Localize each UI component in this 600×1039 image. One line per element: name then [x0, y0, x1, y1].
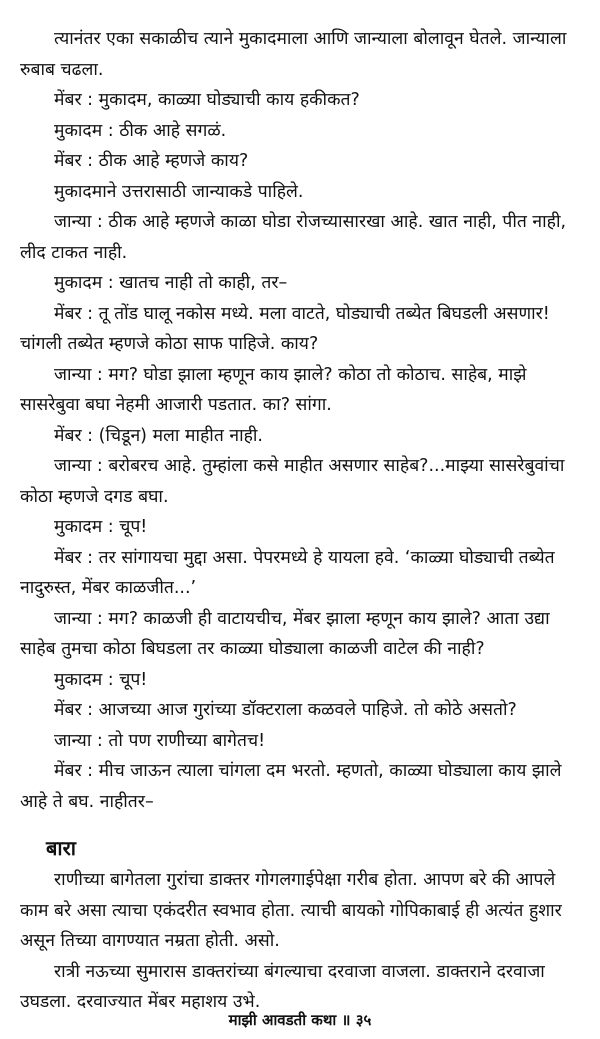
dialogue-line: मेंबर : मीच जाऊन त्याला चांगला दम भरतो. म्हणतो, काळ्या घोड्याला काय झाले आहे ते बघ. नाहीतर– — [20, 761, 562, 812]
paragraph: राणीच्या बागेतला गुरांचा डाक्तर गोगलगाईपेक्षा गरीब होता. आपण बरे की आपले काम बरे असा त्याचा एकंदरीत स्वभाव होता. त्याची बायको गोपिकाबाई ही अत्यंत हुशार असून तिच्या वागण्यात नम्रता होती. असो. — [20, 870, 562, 951]
dialogue-line: मेंबर : आजच्या आज गुरांच्या डॉक्टराला कळवले पाहिजे. तो कोठे असतो? — [54, 700, 517, 720]
dialogue-line: जान्या : तो पण राणीच्या बागेतच! — [54, 730, 266, 751]
paragraph: मुकादमाने उत्तरासाठी जान्याकडे पाहिले. — [54, 181, 304, 202]
paragraph: रात्री नऊच्या सुमारास डाक्तरांच्या बंगल्याचा दरवाजा वाजला. डाक्तराने दरवाजा उघडला. दरवाज्यात मेंबर महाशय उभे. — [20, 961, 545, 1012]
dialogue-line: मुकादम : चूप! — [54, 669, 148, 690]
dialogue-line: मेंबर : (चिडून) मला माहीत नाही. — [54, 425, 263, 446]
dialogue-line: मेंबर : तू तोंड घालू नकोस मध्ये. मला वाटते, घोड्याची तब्येत बिघडली असणार! चांगली तब्येत म्हणजे कोठा साफ पाहिजे. काय? — [20, 303, 550, 354]
page-footer: माझी आवडती कथा ॥ ३५ — [228, 1011, 372, 1029]
dialogue-line: जान्या : ठीक आहे म्हणजे काळा घोडा रोजच्यासारखा आहे. खात नाही, पीत नाही, लीद टाकत नाही. — [20, 212, 567, 263]
dialogue-line: जान्या : मग? काळजी ही वाटायचीच, मेंबर झाला म्हणून काय झाले? आता उद्या साहेब तुमचा कोठा बिघडला तर काळ्या घोड्याला काळजी वाटेल की नाही? — [20, 608, 550, 659]
dialogue-line: मुकादम : ठीक आहे सगळं. — [54, 120, 227, 141]
dialogue-line: मेंबर : ठीक आहे म्हणजे काय? — [54, 151, 249, 171]
section-heading: बारा — [46, 836, 76, 860]
dialogue-line: मुकादम : चूप! — [54, 517, 148, 537]
dialogue-line: मेंबर : तर सांगायचा मुद्दा असा. पेपरमध्ये हे यायला हवे. ‘काळ्या घोड्याची तब्येत नादुरुस्त, मेंबर काळजीत...’ — [20, 547, 555, 598]
dialogue-line: जान्या : बरोबरच आहे. तुम्हांला कसे माहीत असणार साहेब?...माझ्या सासरेबुवांचा कोठा म्हणजे दगड बघा. — [20, 456, 565, 507]
dialogue-line: मेंबर : मुकादम, काळ्या घोड्याची काय हकीकत? — [54, 90, 360, 110]
dialogue-line: मुकादम : खातच नाही तो काही, तर– — [54, 273, 288, 293]
dialogue-line: जान्या : मग? घोडा झाला म्हणून काय झाले? कोठा तो कोठाच. साहेब, माझे सासरेबुवा बघा नेहमी आजारी पडतात. का? सांगा. — [20, 364, 527, 415]
paragraph: त्यानंतर एका सकाळीच त्याने मुकादमाला आणि जान्याला बोलावून घेतले. जान्याला रुबाब चढला. — [20, 29, 567, 80]
